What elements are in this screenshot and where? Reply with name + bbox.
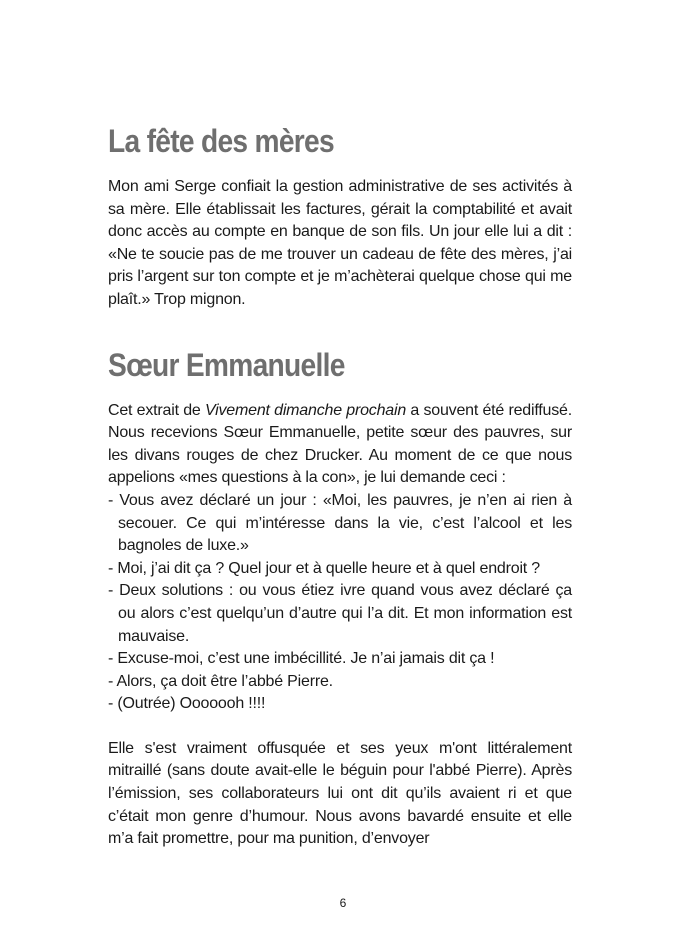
page-number-text: 6: [339, 896, 347, 910]
section-soeur-emmanuelle-closing: Elle s'est vraiment offusquée et ses yeux m'ont littéralement mitraillé (sans doute avait-elle le béguin pour l'abbé Pierre). Après l’émission, ses collaborateurs lui ont dit qu’ils avaient ri et que c’était mon genre d’humour. Nous avons bavardé ensuite et elle m’a fait promettre, pour ma punition, d’envoyer: [108, 739, 572, 848]
dialogue-line: - (Outrée) Ooooooh !!!!: [108, 695, 266, 713]
show-title-italic: Vivement dimanche prochain: [204, 401, 407, 419]
section-soeur-emmanuelle: [108, 342, 572, 851]
section-soeur-emmanuelle-intro: [108, 400, 572, 490]
dialogue-line: - Moi, j’ai dit ça ? Quel jour et à quelle heure et à quel endroit ?: [108, 559, 540, 577]
dialogue-line: - Vous avez déclaré un jour : «Moi, les pauvres, je n’en ai rien à secouer. Ce qui m’intéresse dans la vie, c’est l’alcool et les bagnoles de luxe.»: [108, 491, 572, 555]
page-body: [108, 118, 572, 851]
intro-text-after: a souvent été rediffusé. Nous recevions Sœur Emmanuelle, petite sœur des pauvres, sur les divans rouges de chez Drucker. Au moment de ce que nous appelions «mes questions à la con», je lui demande ceci :: [108, 401, 572, 487]
dialogue-block: [108, 490, 572, 716]
section-fete-des-meres-paragraph: Mon ami Serge confiait la gestion administrative de ses activités à sa mère. Elle établissait les factures, gérait la comptabilité et avait donc accès au compte en banque de son fils. Un jour elle lui a dit : «Ne te soucie pas de me trouver un cadeau de fête des mères, j’ai pris l’argent sur ton compte et je m’achèterai quelque chose qui me plaît.» Trop mignon.: [108, 178, 572, 308]
intro-text-before: Cet extrait de: [108, 401, 205, 419]
dialogue-line: - Deux solutions : ou vous étiez ivre quand vous avez déclaré ça ou alors c’est quelqu’un d’autre qui l’a dit. Et mon information est mauvaise.: [108, 582, 572, 645]
dialogue-line: - Excuse-moi, c’est une imbécillité. Je n’ai jamais dit ça !: [108, 650, 495, 668]
dialogue-line: - Alors, ça doit être l’abbé Pierre.: [108, 672, 333, 690]
page-number: [0, 896, 700, 910]
section-title-fete-des-meres: La fête des mères: [108, 123, 334, 159]
section-title-soeur-emmanuelle: Sœur Emmanuelle: [108, 346, 345, 383]
